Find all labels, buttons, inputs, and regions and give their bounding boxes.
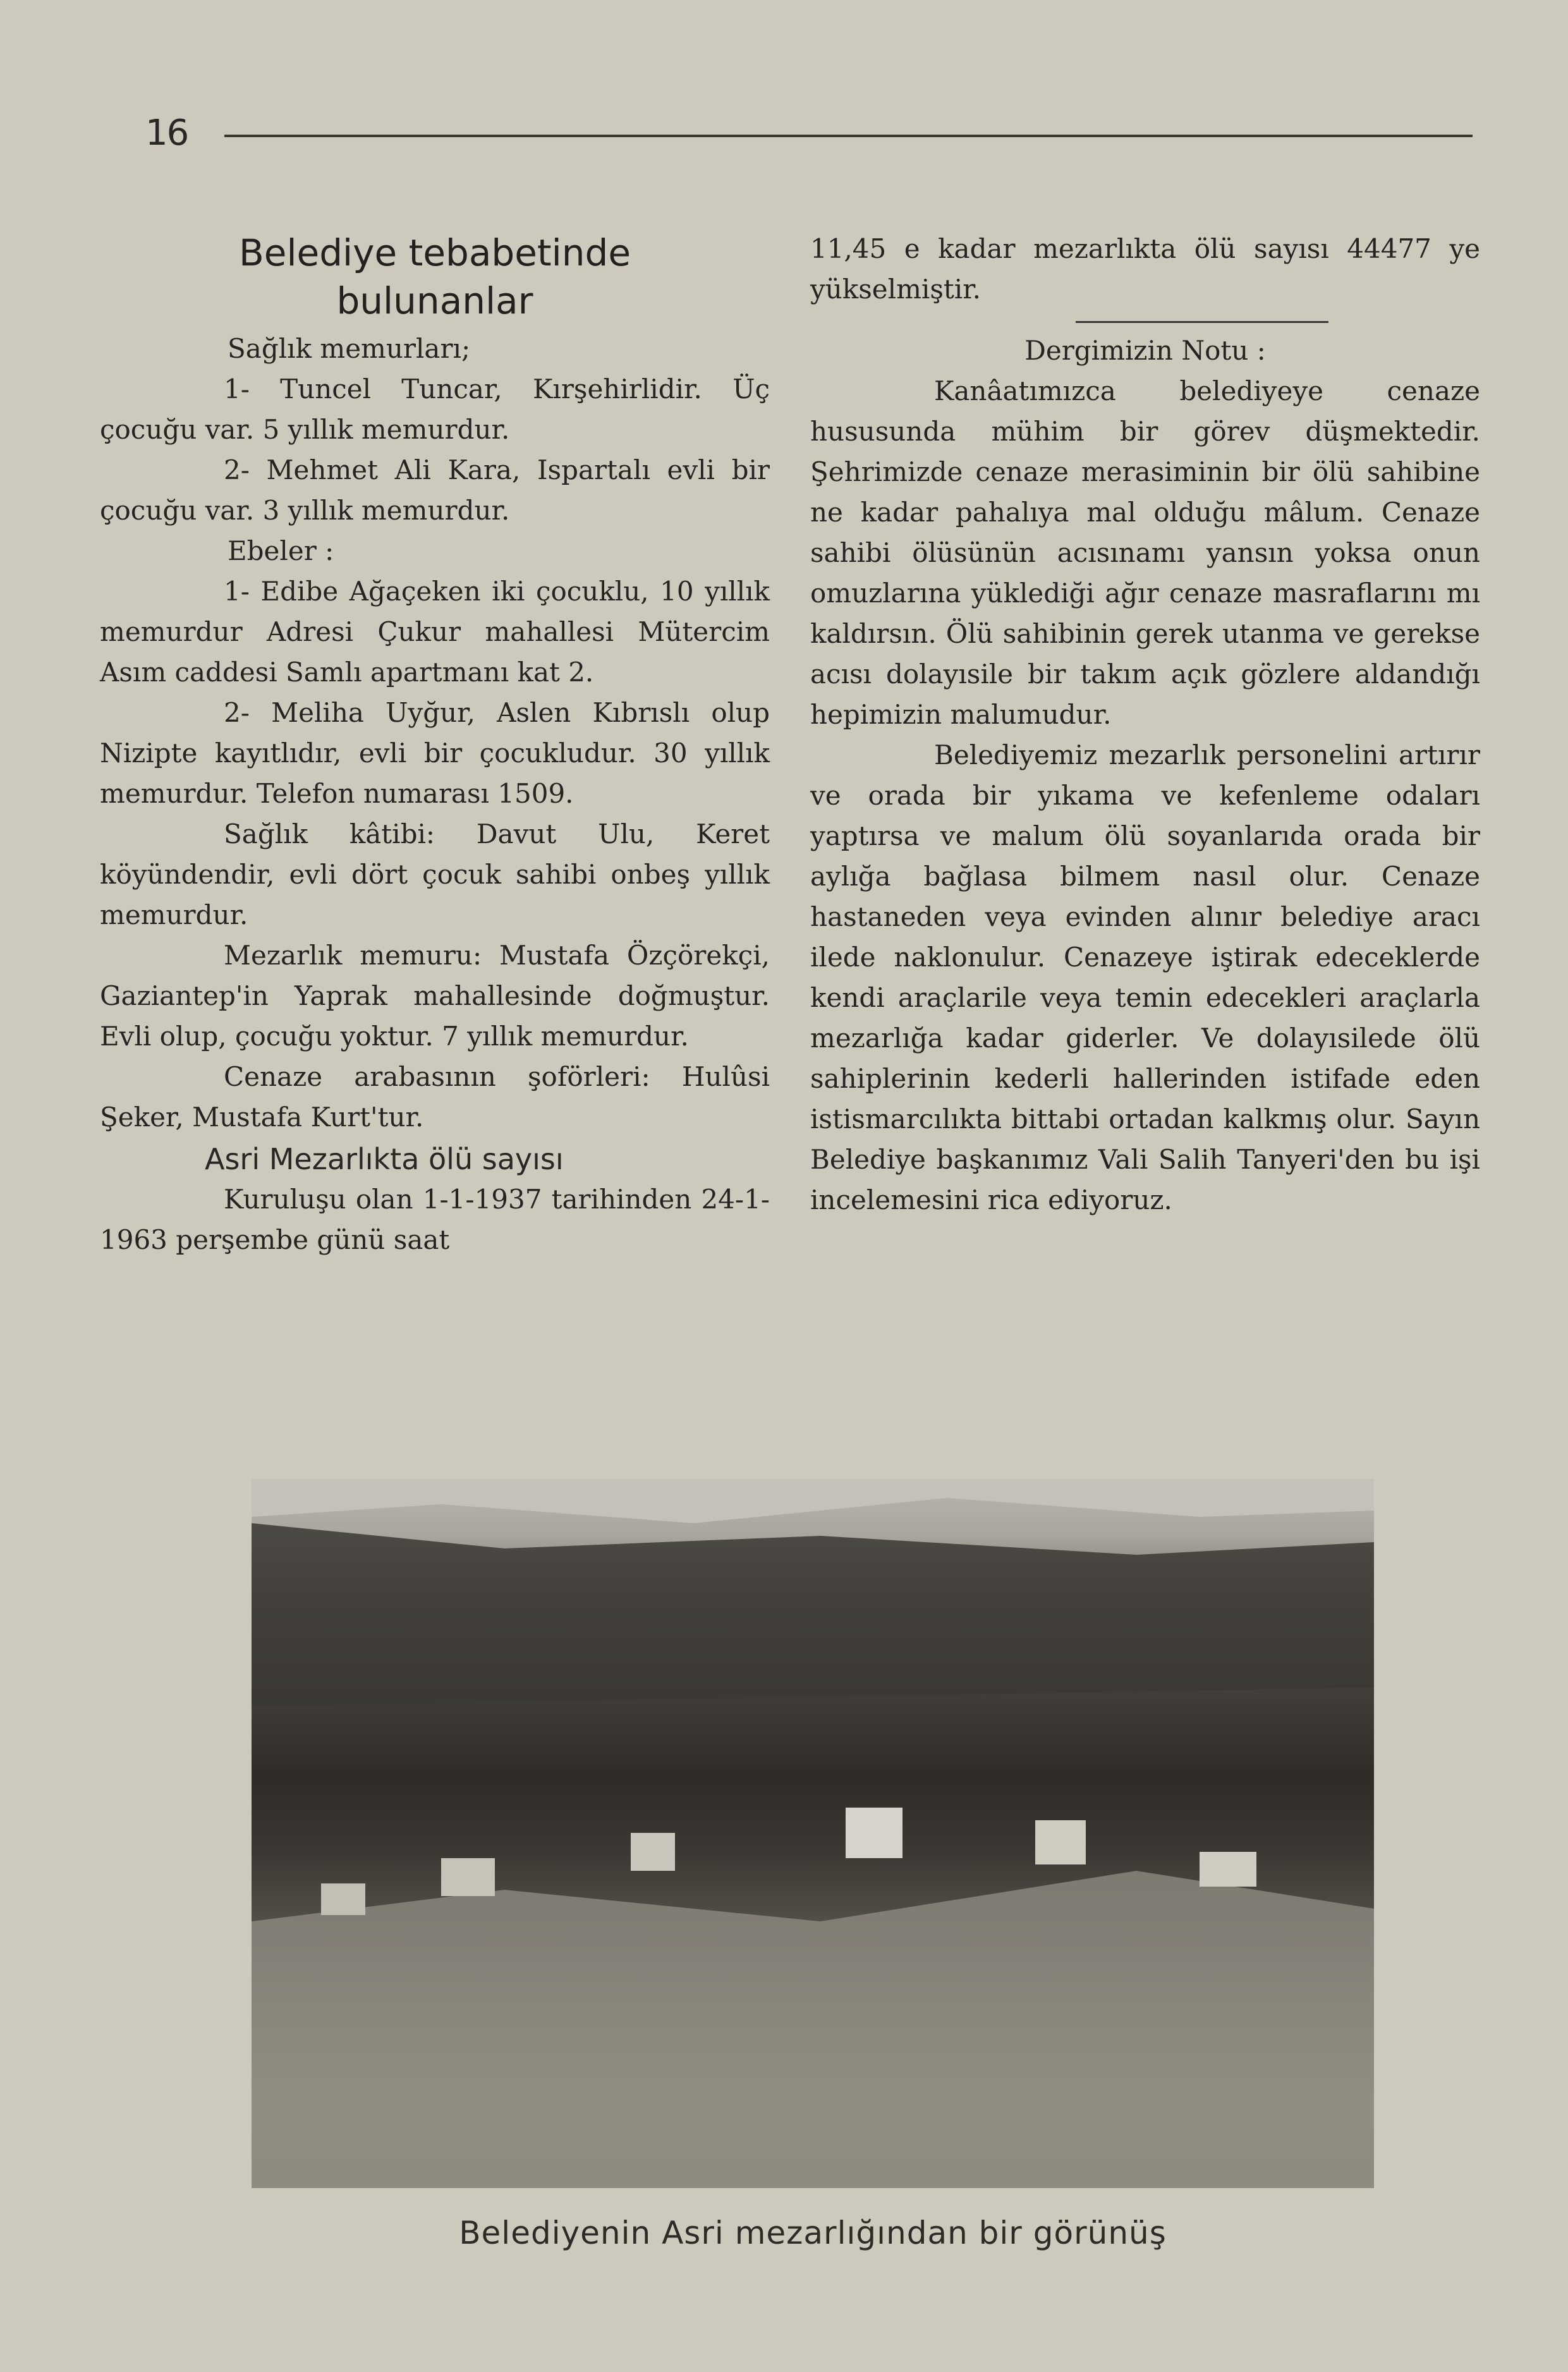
photo-tomb-1 <box>846 1808 903 1858</box>
paragraph: Sağlık kâtibi: Davut Ulu, Keret köyündendir, evli dört çocuk sahibi onbeş yıllık memurdur. <box>100 818 770 930</box>
paragraph: Kuruluşu olan 1-1-1937 tarihinden 24-1-1963 perşembe günü saat <box>100 1184 770 1255</box>
paragraph: 1- Tuncel Tuncar, Kırşehirlidir. Üç çocuğu var. 5 yıllık memurdur. <box>100 374 770 445</box>
cemetery-photo <box>252 1479 1374 2188</box>
photo-sky <box>252 1479 1374 1523</box>
right-column <box>810 229 1480 1220</box>
paragraph: Mezarlık memuru: Mustafa Özçörekçi, Gaziantep'in Yaprak mahallesinde doğmuştur. Evli olup, çocuğu yoktur. 7 yıllık memurdur. <box>100 940 770 1052</box>
paragraph: Cenaze arabasının şoförleri: Hulûsi Şeker, Mustafa Kurt'tur. <box>100 1061 770 1133</box>
photo-tomb-5 <box>441 1858 495 1896</box>
section-subhead: Asri Mezarlıkta ölü sayısı <box>205 1142 564 1176</box>
header-rule <box>224 135 1473 137</box>
left-column <box>100 229 770 1260</box>
paragraph: 11,45 e kadar mezarlıkta ölü sayısı 44477 ye yükselmiştir. <box>810 233 1480 305</box>
note-heading: Dergimizin Notu : <box>1024 335 1266 366</box>
paragraph: Ebeler : <box>228 535 334 566</box>
note-paragraph: Kanâatımızca belediyeye cenaze hususunda mühim bir görev düşmektedir. Şehrimizde cenaze merasiminin bir ölü sahibine ne kadar pahalıya mal olduğu mâlum. Cenaze sahibi ölüsünün acısınamı yansın yoksa onun omuzlarına yüklediği ağır cenaze masraflarını mı kaldırsın. Ölü sahibinin gerek utanma ve gerekse acısı dolayısile bir takım açık gözlere aldandığı hepimizin malumudur. <box>810 375 1480 730</box>
photo-tomb-3 <box>1035 1820 1086 1864</box>
paragraph: 2- Meliha Uyğur, Aslen Kıbrıslı olup Nizipte kayıtlıdır, evli bir çocukludur. 30 yıllık memurdur. Telefon numarası 1509. <box>100 697 770 809</box>
cemetery-photo-illustration <box>252 1479 1374 2188</box>
photo-tomb-6 <box>321 1883 365 1915</box>
photo-tomb-4 <box>1200 1852 1256 1887</box>
article-title-line-1: Belediye tebabetinde <box>238 231 631 274</box>
paragraph: Sağlık memurları; <box>228 333 471 364</box>
photo-foreground <box>252 1871 1374 2188</box>
paragraph: 1- Edibe Ağaçeken iki çocuklu, 10 yıllık memurdur Adresi Çukur mahallesi Mütercim Asım caddesi Samlı apartmanı kat 2. <box>100 576 770 688</box>
article-title <box>100 229 770 325</box>
note-paragraph: Belediyemiz mezarlık personelini artırır ve orada bir yıkama ve kefenleme odaları yaptırsa ve malum ölü soyanlarıda orada bir aylığa bağlasa bilmem nasıl olur. Cenaze hastaneden veya evinden alınır belediye aracı ilede naklonulur. Cenazeye iştirak edeceklerde kendi araçlarile veya temin edecekleri araçlarla mezarlığa kadar giderler. Ve dolayısilede ölü sahiplerinin kederli hallerinden istifade eden istismarcılıkta bittabi ortadan kalkmış olur. Sayın Belediye başkanımız Vali Salih Tanyeri'den bu işi incelemesini rica ediyoruz. <box>810 739 1480 1215</box>
photo-tomb-2 <box>631 1833 675 1871</box>
photo-tree-band <box>252 1523 1374 1706</box>
article-title-line-2: bulunanlar <box>336 279 533 322</box>
paragraph: 2- Mehmet Ali Kara, Ispartalı evli bir çocuğu var. 3 yıllık memurdur. <box>100 454 770 526</box>
note-rule <box>1076 321 1328 323</box>
photo-caption: Belediyenin Asri mezarlığından bir görünüş <box>459 2215 1167 2251</box>
page-number: 16 <box>145 113 188 154</box>
